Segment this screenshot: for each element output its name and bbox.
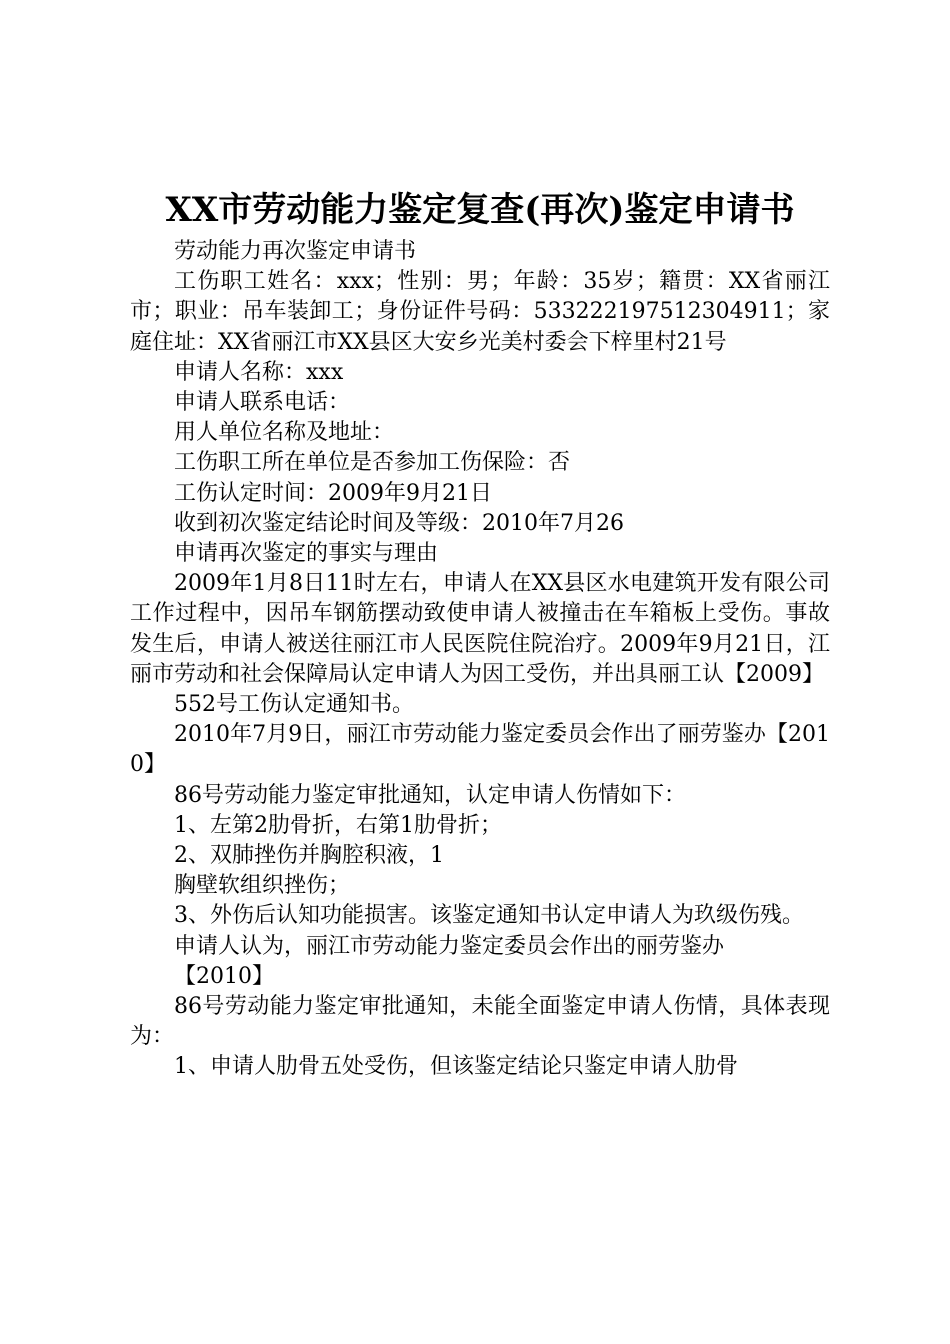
paragraph: 1、申请人肋骨五处受伤，但该鉴定结论只鉴定申请人肋骨 [174,1054,738,1080]
paragraph: 申请再次鉴定的事实与理由 [174,541,439,567]
paragraph: 1、左第2肋骨折，右第1肋骨折； [174,812,502,838]
paragraph: 申请人认为，丽江市劳动能力鉴定委员会作出的丽劳鉴办 [174,933,725,959]
paragraph: 劳动能力再次鉴定申请书 [174,239,417,264]
paragraph: 工伤职工所在单位是否参加工伤保险：否 [174,450,571,476]
paragraph: 【2010】 [174,963,274,989]
paragraph: 工伤认定时间：2009年9月21日 [174,480,492,506]
paragraph: 申请人名称：xxx [174,359,344,385]
paragraph: 3、外伤后认知功能损害。该鉴定通知书认定申请人为玖级伤残。 [174,903,804,929]
paragraph: 胸壁软组织挫伤； [174,873,351,899]
paragraph: 2009年1月8日11时左右，申请人在XX县区水电建筑开发有限公司工作过程中，因吊车钢筋摆动致使申请人被撞击在车箱板上受伤。事故发生后，申请人被送往丽江市人民医院住院治疗。2009年9月21日，江丽市劳动和社会保障局认定申请人为因工受伤，并出具丽工认【2009】 [130,571,830,687]
paragraph: 用人单位名称及地址： [174,420,395,446]
paragraph: 86号劳动能力鉴定审批通知，认定申请人伤情如下： [174,782,686,808]
paragraph: 申请人联系电话： [174,390,351,416]
paragraph: 552号工伤认定通知书。 [174,692,414,718]
paragraph: 工伤职工姓名：xxx；性别：男；年龄：35岁；籍贯：XX省丽江市；职业：吊车装卸工；身份证件号码：533222197512304911；家庭住址：XX省丽江市XX县区大安乡光美村委会下梓里村21号 [130,269,830,355]
paragraph: 2、双肺挫伤并胸腔积液，1 [174,843,444,869]
paragraph: 收到初次鉴定结论时间及等级：2010年7月26 [174,510,624,536]
document-page [130,0,830,1083]
document-title: XX市劳动能力鉴定复查(再次)鉴定申请书 [165,190,795,230]
document-body [130,237,830,1083]
paragraph: 2010年7月9日，丽江市劳动能力鉴定委员会作出了丽劳鉴办【2010】 [130,722,830,778]
paragraph: 86号劳动能力鉴定审批通知，未能全面鉴定申请人伤情，具体表现为： [130,994,830,1050]
